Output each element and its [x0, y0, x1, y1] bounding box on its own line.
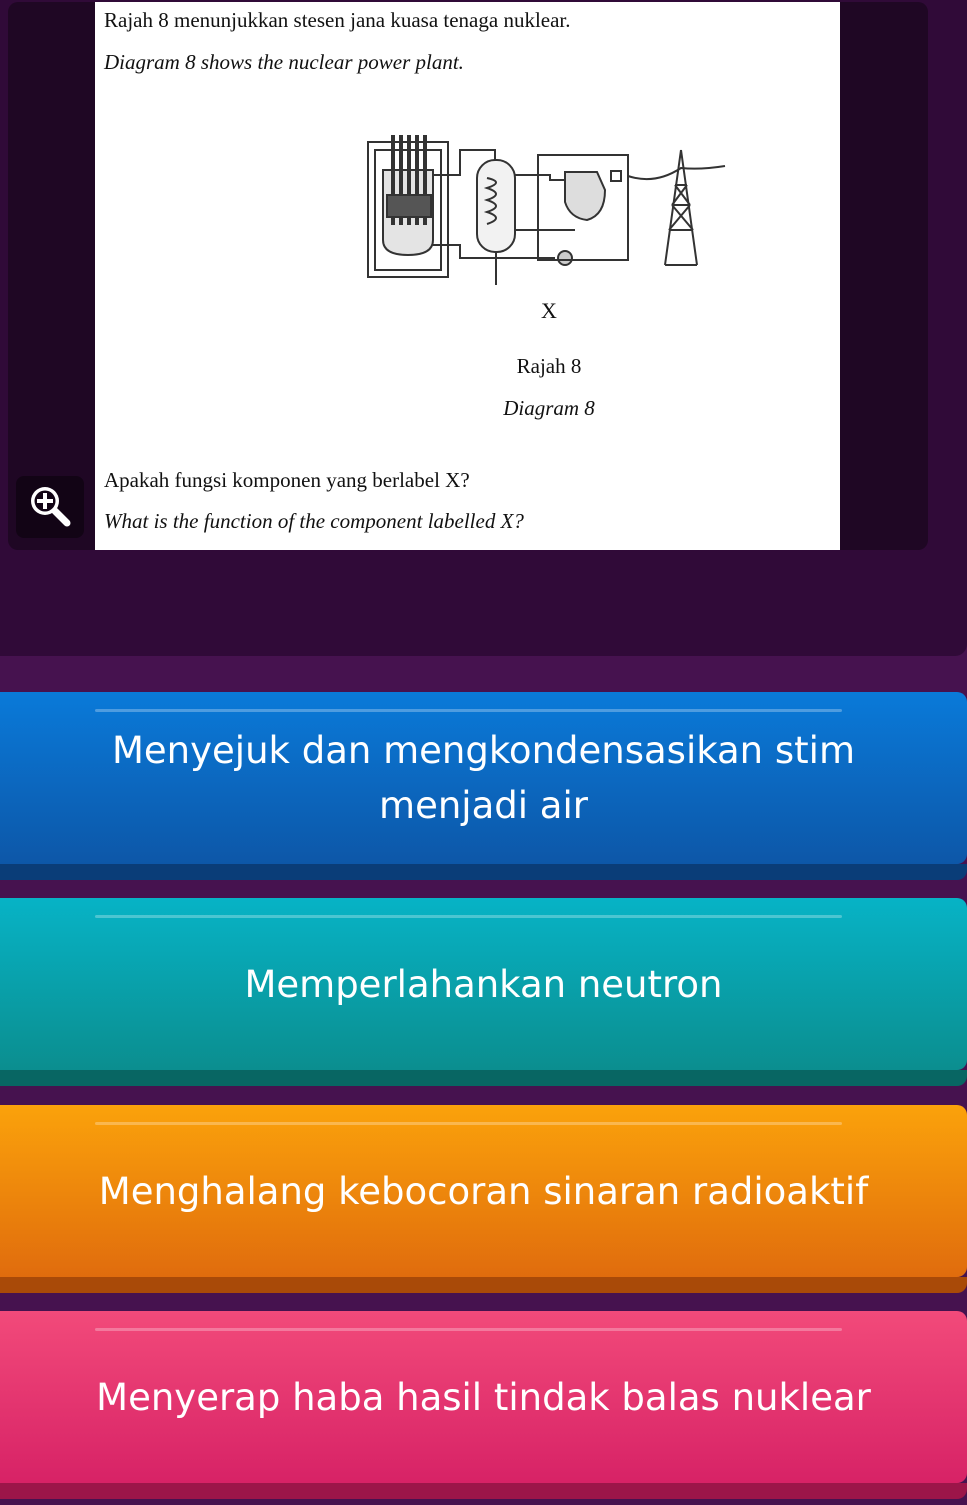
question-image — [95, 2, 840, 550]
question-prompt-en: What is the function of the component labelled X? — [104, 509, 524, 533]
question-intro-ms: Rajah 8 menunjukkan stesen jana kuasa tenaga nuklear. — [104, 8, 571, 32]
question-prompt-ms: Apakah fungsi komponen yang berlabel X? — [104, 468, 470, 492]
answer-option-4[interactable] — [0, 1311, 967, 1483]
question-intro-en: Diagram 8 shows the nuclear power plant. — [104, 50, 464, 74]
answer-option-3[interactable] — [0, 1105, 967, 1277]
zoom-button[interactable] — [16, 476, 84, 538]
diagram-caption-ms: Rajah 8 — [516, 354, 582, 378]
answer-option-2[interactable] — [0, 898, 967, 1070]
answer-option-label: Memperlahankan neutron — [244, 962, 723, 1006]
diagram-label-x: X — [541, 298, 557, 323]
answer-option-label: Menyerap haba hasil tindak balas nuklear — [96, 1375, 871, 1419]
zoom-in-icon — [25, 482, 75, 532]
answer-option-label: Menyejuk dan mengkondensasikan stim menjadi air — [112, 729, 855, 827]
diagram-caption-en: Diagram 8 — [503, 396, 595, 420]
answer-option-1[interactable] — [0, 692, 967, 864]
answer-option-label: Menghalang kebocoran sinaran radioaktif — [98, 1169, 869, 1213]
question-panel — [0, 0, 967, 656]
